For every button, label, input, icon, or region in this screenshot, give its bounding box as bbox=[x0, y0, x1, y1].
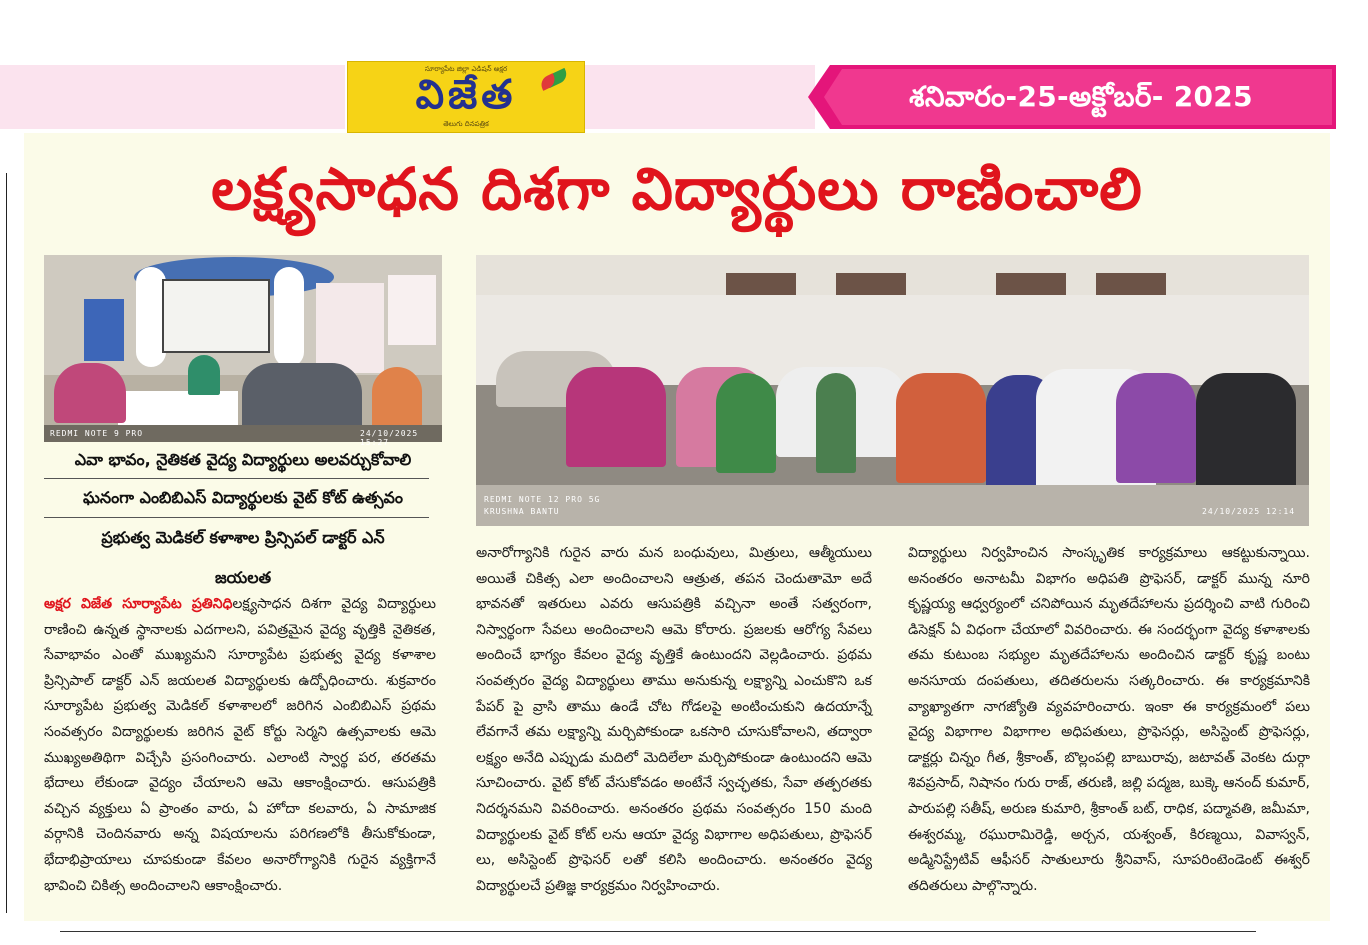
issue-date: శనివారం-25-అక్టోబర్- 2025 bbox=[909, 80, 1253, 113]
event-stage-photo bbox=[44, 255, 442, 447]
subhead-divider-1 bbox=[44, 478, 429, 479]
subheadline-3: ప్రభుత్వ మెడికల్ కళాశాల ప్రిన్సిపల్ డాక్టర్ ఎన్ bbox=[101, 528, 385, 547]
logo-tagline-top: సూర్యాపేట జిల్లా ఎడిషన్ అక్షర bbox=[424, 65, 508, 73]
auditorium-audience-photo bbox=[476, 255, 1309, 526]
photo2-timestamp: 24/10/2025 12:14 bbox=[1202, 507, 1296, 516]
photo2-photographer-label: KRUSHNA BANTU bbox=[484, 507, 560, 516]
logo-tagline-bottom: తెలుగు దినపత్రిక bbox=[443, 120, 489, 128]
left-margin-rule bbox=[6, 173, 7, 913]
article-column-1 bbox=[44, 592, 436, 912]
photo1-camera-label: REDMI NOTE 9 PRO bbox=[50, 429, 144, 438]
photo2-camera-label: REDMI NOTE 12 PRO 5G bbox=[484, 495, 601, 504]
masthead-band-left bbox=[0, 65, 345, 129]
page-bottom-rule bbox=[60, 931, 1256, 932]
article-column-2: అనారోగ్యానికి గురైన వారు మన బంధువులు, మిత్రులు, ఆత్మీయులు అయితే చికిత్స ఎలా అందించాలని ఆత్రుత, తపన చెందుతామో అదే భావనతో ఇతరులు ఎవరు ఆసుపత్రికి వచ్చినా అంతే సత్వరంగా, నిస్వార్థంగా సేవలు అందించాలని ఆమె కోరారు. ప్రజలకు ఆరోగ్య సేవలు అందించే భాగ్యం కేవలం వైద్య వృత్తికే ఉంటుందని వెల్లడించారు. ప్రథమ సంవత్సరం వైద్య విద్యార్థులు తాము అనుకున్న లక్ష్యాన్ని ఎంచుకొని ఒక పేపర్ పై వ్రాసి తాము ఉండే చోట గోడలపై అంటించుకుని ఉదయాన్నే లేవగానే తమ లక్ష్యాన్ని మర్చిపోకుండా ఒకసారి చూసుకోవాలని, తద్వారా లక్ష్యం అనేది ఎప్పుడు మదిలో మెదిలేలా మర్చిపోకుండా ఉంటుందని ఆమె సూచించారు. వైట్ కోట్ వేసుకోవడం అంటేనే స్వచ్ఛతకు, సేవా తత్పరతకు నిదర్శనమని వివరించారు. అనంతరం ప్రథమ సంవత్సరం 150 మంది విద్యార్థులకు వైట్ కోట్ లను ఆయా వైద్య విభాగాల అధిపతులు, ప్రొఫెసర్ లు, అసిస్టెంట్ ప్రొఫెసర్ లతో కలిసి అందించారు. అనంతరం వైద్య విద్యార్థులచే ప్రతిజ్ఞ కార్యక్రమం నిర్వహించారు. bbox=[476, 545, 872, 894]
photo1-timestamp: 24/10/2025 15:27 bbox=[360, 429, 419, 447]
article-column-3: విద్యార్థులు నిర్వహించిన సాంస్కృతిక కార్యక్రమాలు ఆకట్టుకున్నాయి. అనంతరం అనాటమీ విభాగం అధిపతి ప్రొఫెసర్, డాక్టర్ మున్న నూరి కృష్ణయ్య ఆధ్వర్యంలో చనిపోయిన మృతదేహాలను ప్రదర్శించి వాటి గురించి డిసెక్షన్ ఏ విధంగా చేయాలో వివరించారు. ఈ సందర్భంగా వైద్య కళాశాలకు తమ కుటుంబ సభ్యుల మృతదేహాలను అందించిన డాక్టర్ కృష్ణ బంటు అనసూయ దంపతులు, తదితరులను సత్కరించారు. ఈ కార్యక్రమానికి వ్యాఖ్యాతగా నాగజ్యోతి వ్యవహరించారు. ఇంకా ఈ కార్యక్రమంలో పలు వైద్య విభాగాల విభాగాల అధిపతులు, ప్రొఫెసర్లు, అసిస్టెంట్ ప్రొఫెసర్లు, డాక్టర్లు చిన్నం గీత, శ్రీకాంత్, బొల్లంపల్లి బాబురావు, జటావత్ వెంకట దుర్గా శివప్రసాద్, నిషానం గురు రాజ్, తరుణి, జల్లి పద్మజ, బుక్కె ఆనంద్ కుమార్, పారుపల్లి సతీష్, అరుణ కుమారి, శ్రీకాంత్ బట్, రాధిక, పద్మావతి, జమీమా, ఈశ్వరమ్మ, రఘురామిరెడ్డి, అర్చన, యశ్వంత్, కిరణ్మయి, వివాస్వన్, అడ్మినిస్ట్రేటివ్ ఆఫీసర్ సాతులూరు శ్రీనివాస్, సూపరింటెండెంట్ ఈశ్వర్ తదితరులు పాల్గొన్నారు. bbox=[908, 545, 1310, 894]
subheadline-2: ఘనంగా ఎంబిబిఎస్ విద్యార్థులకు వైట్ కోట్ ఉత్సవం bbox=[82, 488, 404, 507]
article-headline: లక్ష్యసాధన దిశగా విద్యార్థులు రాణించాలి bbox=[211, 155, 1143, 223]
logo-wordmark: విజేత bbox=[415, 72, 517, 118]
masthead-band-middle bbox=[585, 65, 815, 129]
subheadline-1: ఎవా భావం, నైతికత వైద్య విద్యార్థులు అలవర్చుకోవాలి bbox=[74, 450, 412, 469]
byline: అక్షర విజేత సూర్యాపేట ప్రతినిధి bbox=[44, 596, 233, 612]
subhead-divider-2 bbox=[44, 517, 429, 518]
column-1-text: లక్ష్యసాధన దిశగా వైద్య విద్యార్థులు రాణించి ఉన్నత స్థానాలకు ఎదగాలని, పవిత్రమైన వైద్య వృత్తికి నైతికత, సేవాభావం ఎంతో ముఖ్యమని సూర్యాపేట ప్రభుత్వ వైద్య కళాశాల ప్రిన్సిపాల్ డాక్టర్ ఎన్ జయలత విద్యార్థులకు ఉద్బోధించారు. శుక్రవారం సూర్యాపేట ప్రభుత్వ మెడికల్ కళాశాలలో జరిగిన ఎంబిబిఎస్ ప్రథమ సంవత్సరం విద్యార్థులకు జరిగిన వైట్ కోర్టు సెర్మని ఉత్సవాలకు ఆమె ముఖ్యఅతిథిగా విచ్చేసి ప్రసంగించారు. ఎలాంటి స్వార్థ పర, తరతమ భేదాలు లేకుండా వైద్యం చేయాలని ఆమె ఆకాంక్షించారు. ఆసుపత్రికి వచ్చిన వ్యక్తులు ఏ ప్రాంతం వారు, ఏ హోదా కలవారు, ఏ సామాజిక వర్గానికి చెందినవారు అన్న విషయాలను పరిగణలోకి తీసుకోకుండా, భేదాభిప్రాయాలు చూపకుండా కేవలం అనారోగ్యానికి గురైన వ్యక్తిగానే భావించి చికిత్స అందించాలని ఆకాంక్షించారు. bbox=[44, 596, 436, 894]
subheadline-4: జయలత bbox=[214, 568, 272, 587]
newspaper-logo bbox=[347, 61, 585, 133]
